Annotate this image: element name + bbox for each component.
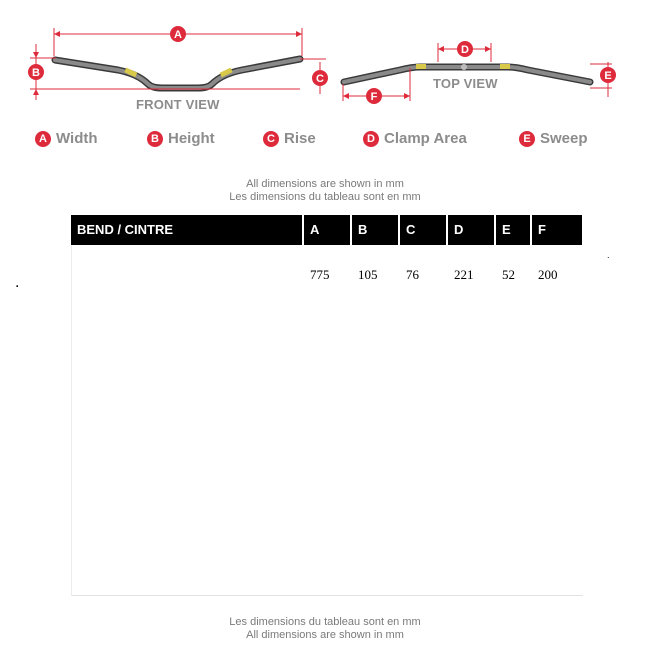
legend-item-clamp-area (363, 130, 467, 147)
legend-letter-icon: D (363, 131, 379, 147)
table-header-cell: F (532, 215, 582, 245)
marker-height-letter: B (32, 67, 40, 79)
units-note-top (0, 178, 650, 204)
units-note-line: Les dimensions du tableau sont en mm (229, 191, 421, 203)
table-row (71, 267, 582, 283)
units-note-line: All dimensions are shown in mm (246, 178, 404, 190)
top-view-label: TOP VIEW (433, 76, 498, 91)
marker-width (170, 26, 186, 42)
marker-clamp-area-letter: D (461, 44, 469, 56)
legend-label: Width (56, 130, 98, 147)
marker-clamp-area (457, 41, 473, 57)
legend-item-sweep (519, 130, 588, 147)
marker-f (366, 88, 382, 104)
handlebar-diagram (0, 0, 650, 125)
marker-rise (312, 70, 328, 86)
marker-f-letter: F (370, 91, 378, 103)
table-header-row (71, 215, 582, 245)
legend-label: Sweep (540, 130, 588, 147)
height-dimension (30, 44, 300, 100)
units-note-line: All dimensions are shown in mm (246, 629, 404, 641)
legend-letter-icon: E (519, 131, 535, 147)
legend-item-height (147, 130, 215, 147)
marker-rise-letter: C (316, 73, 324, 85)
legend-item-width (35, 130, 98, 147)
legend-letter-icon: A (35, 131, 51, 147)
stray-tick: . (607, 250, 610, 260)
units-note-line: Les dimensions du tableau sont en mm (229, 616, 421, 628)
table-header-cell: BEND / CINTRE (71, 215, 304, 245)
legend-letter-icon: B (147, 131, 163, 147)
legend-item-rise (263, 130, 316, 147)
marker-height (28, 64, 44, 80)
legend-label: Clamp Area (384, 130, 467, 147)
front-view-label: FRONT VIEW (136, 97, 220, 112)
marker-width-letter: A (174, 29, 182, 41)
legend-label: Rise (284, 130, 316, 147)
table-cell: 52 (502, 267, 515, 282)
dimensions-table (71, 215, 583, 596)
marker-sweep (600, 67, 616, 83)
legend-label: Height (168, 130, 215, 147)
table-header-cell: C (400, 215, 448, 245)
legend-letter-icon: C (263, 131, 279, 147)
table-cell: 200 (538, 267, 558, 282)
table-body (71, 245, 583, 596)
table-cell: 775 (310, 267, 330, 282)
table-cell: 105 (358, 267, 378, 282)
table-header-cell: B (352, 215, 400, 245)
front-view-bar (55, 59, 300, 88)
units-note-bottom (0, 616, 650, 642)
handlebar-drawing (0, 0, 650, 125)
table-header-cell: A (304, 215, 352, 245)
table-cell: 221 (454, 267, 474, 282)
table-header-cell: D (448, 215, 496, 245)
stray-dot: . (15, 274, 20, 291)
table-header-cell: E (496, 215, 532, 245)
dimension-legend (0, 130, 650, 154)
table-cell (71, 267, 304, 283)
table-cell: 76 (406, 267, 419, 282)
marker-sweep-letter: E (604, 70, 612, 82)
